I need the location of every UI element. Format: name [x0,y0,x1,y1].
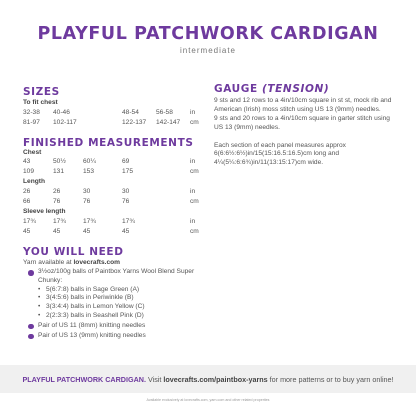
cell: 76 [122,198,130,205]
cell: 30 [122,188,130,195]
unit: cm [190,168,199,175]
bullet-icon: • [38,285,41,293]
cell: 81-97 [23,119,40,126]
bullet-icon [28,270,34,276]
cell: 45 [53,228,61,235]
cell: 17¾ [122,218,135,225]
cell: 17¾ [83,218,96,225]
gauge-heading [214,83,329,95]
yarn-colour: 3(4:5:6) balls in Periwinkle (B) [46,294,134,302]
cell: 45 [23,228,31,235]
sizes-heading: SIZES [23,86,60,98]
footer-rest: for more patterns or to buy yarn online! [267,375,394,384]
yarn-prefix: Yarn available at [23,259,74,266]
list-item [28,268,218,286]
cell: 76 [53,198,61,205]
cell: 45 [83,228,91,235]
panel-size-paragraph: Each section of each panel measures approx 6(6:6½:6½)in/15(15:16.5:16.5)cm long and 4¼(5¼:6:6¾)in/11(13:15:17)cm wide. [214,141,346,167]
cell: 56-58 [156,109,173,116]
list-item [28,322,218,331]
cell: 76 [83,198,91,205]
chest-label: Chest [23,149,42,156]
unit: cm [190,198,199,205]
disclaimer: Available exclusively at lovecrafts.com, yarn.com and other related properties [146,398,270,402]
cell: 17¾ [53,218,66,225]
you-will-need-heading: YOU WILL NEED [23,246,124,258]
cell: 26 [53,188,61,195]
cell: 131 [53,168,65,175]
cell: 30 [83,188,91,195]
bullet-icon: • [38,294,41,302]
materials-list [28,268,218,340]
unit: in [190,109,196,116]
lovecrafts-link[interactable]: lovecrafts.com [73,259,121,266]
needle-item: Pair of US 13 (9mm) knitting needles [38,331,146,339]
yarn-item: 3½oz/100g balls of Paintbox Yarns Wool Blend Super Chunky: [38,268,195,284]
gauge-text [214,97,399,168]
cell: 142-147 [156,119,181,126]
footer-text [0,375,416,384]
bullet-icon [28,334,34,340]
list-item [28,312,218,321]
tension-label: (TENSION) [262,83,330,95]
cell: 26 [23,188,31,195]
cell: 109 [23,168,35,175]
cell: 48-54 [122,109,139,116]
cell: 43 [23,158,31,165]
cell: 66 [23,198,31,205]
cell: 102-117 [53,119,77,126]
yarn-colour: 3(3:4:4) balls in Lemon Yellow (C) [46,303,145,311]
footer-bar [0,365,416,393]
unit: in [190,158,196,165]
to-fit-chest-label: To fit chest [23,99,58,106]
list-item [28,286,218,295]
cell: 50½ [53,158,66,165]
gauge-label: GAUGE [214,83,262,95]
bullet-icon: • [38,311,41,319]
bullet-icon: • [38,303,41,311]
cell: 175 [122,168,134,175]
yarn-colour: 2(2:3:3) balls in Seashell Pink (D) [46,311,144,319]
footer-link[interactable]: lovecrafts.com/paintbox-yarns [163,375,268,384]
list-item [28,294,218,303]
skill-level: intermediate [179,46,237,55]
finished-measurements-heading: FINISHED MEASUREMENTS [23,137,194,149]
bullet-icon [28,324,34,330]
needle-item: Pair of US 11 (8mm) knitting needles [38,321,146,329]
list-item [28,303,218,312]
yarn-availability [23,259,120,266]
cell: 17¾ [23,218,36,225]
gauge-paragraph: 9 sts and 20 rows to a 4in/10cm square in garter stitch using US 13 (9mm) needles. [214,114,390,131]
unit: cm [190,119,199,126]
sleeve-length-label: Sleeve length [23,208,66,215]
cell: 60¼ [83,158,96,165]
cell: 40-46 [53,109,70,116]
yarn-colour: 5(6:7:8) balls in Sage Green (A) [46,285,140,293]
unit: in [190,218,196,225]
footer-visit: Visit [145,375,164,384]
cell: 32-38 [23,109,40,116]
unit: in [190,188,196,195]
list-item [28,332,218,341]
cell: 69 [122,158,130,165]
pattern-title: PLAYFUL PATCHWORK CARDIGAN [37,24,379,44]
footer-brand: PLAYFUL PATCHWORK CARDIGAN. [22,375,146,384]
unit: cm [190,228,199,235]
cell: 45 [122,228,130,235]
cell: 122-137 [122,119,147,126]
length-label: Length [23,178,45,185]
gauge-paragraph: 9 sts and 12 rows to a 4in/10cm square in st st, mock rib and American (Irish) moss stitch using US 13 (9mm) needles. [214,97,392,113]
cell: 153 [83,168,95,175]
